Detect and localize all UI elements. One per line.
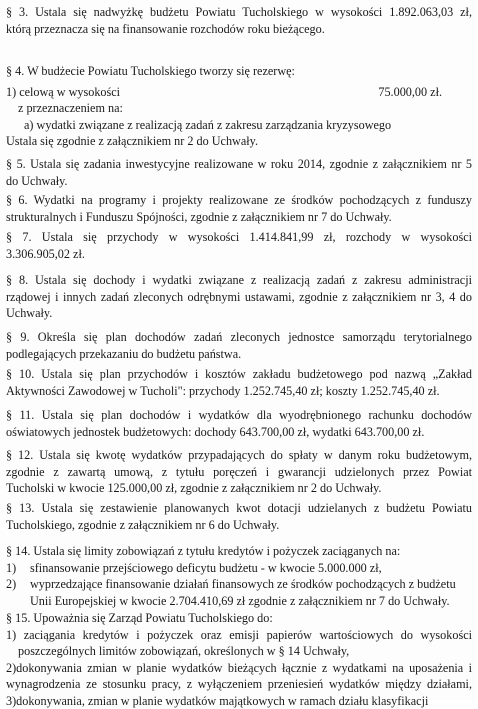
paragraph-13 [6, 500, 472, 533]
paragraph-line: § 9. Określa się plan dochodów zadań zleconych jednostce samorządu terytorialnego [6, 329, 472, 346]
paragraph-line: do Uchwały. [6, 173, 472, 190]
paragraph-line: 3.306.905,02 zł. [6, 246, 472, 263]
paragraph-line: poszczególnych limitów zobowiązań, określonych w § 14 Uchwały, [6, 643, 472, 660]
paragraph-11 [6, 407, 472, 440]
paragraph-line: Uchwały. [6, 305, 472, 322]
paragraph-10 [6, 366, 472, 399]
paragraph-12 [6, 447, 472, 497]
paragraph-14 [6, 543, 472, 609]
paragraph-line: § 3. Ustala się nadwyżkę budżetu Powiatu Tucholskiego w wysokości 1.892.063,03 zł, [6, 4, 472, 21]
limit-item-2 [6, 576, 472, 593]
paragraph-3 [6, 4, 472, 37]
paragraph-line: § 6. Wydatki na programy i projekty realizowane ze środków pochodzących z funduszy [6, 192, 472, 209]
paragraph-line: Tucholskiego, zgodnie z załącznikiem nr 6 do Uchwały. [6, 517, 472, 534]
paragraph-5 [6, 156, 472, 189]
paragraph-8 [6, 272, 472, 322]
paragraph-line: Tucholski w kwocie 125.000,00 zł, zgodnie z załącznikiem nr 2 do Uchwały. [6, 480, 472, 497]
paragraph-heading: § 14. Ustala się limity zobowiązań z tytułu kredytów i pożyczek zaciąganych na: [6, 543, 472, 560]
paragraph-4 [6, 63, 472, 150]
paragraph-line: rządowej i innych zadań zleconych odrębnymi ustawami, zgodnie z załącznikiem nr 3, 4 do [6, 289, 472, 306]
paragraph-line: Ustala się zgodnie z załącznikiem nr 2 do Uchwały. [6, 133, 472, 150]
paragraph-6 [6, 192, 472, 225]
paragraph-line: 3)dokonywania, zmian w planie wydatków majątkowych w ramach działu klasyfikacji [6, 693, 472, 709]
paragraph-line: § 7. Ustala się przychody w wysokości 1.414.841,99 zł, rozchody w wysokości [6, 229, 472, 246]
paragraph-line: § 10. Ustala się plan przychodów i kosztów zakładu budżetowego pod nazwą „Zakład [6, 366, 472, 383]
paragraph-line: strukturalnych i Funduszu Spójności, zgodnie z załącznikiem nr 7 do Uchwały. [6, 209, 472, 226]
paragraph-line: podlegających przekazaniu do budżetu państwa. [6, 346, 472, 363]
paragraph-heading: § 4. W budżecie Powiatu Tucholskiego tworzy się rezerwę: [6, 63, 472, 80]
paragraph-line: oświatowych jednostek budżetowych: dochody 643.700,00 zł, wydatki 643.700,00 zł. [6, 424, 472, 441]
paragraph-line: Unii Europejskiej w kwocie 2.704.410,69 zł zgodnie z załącznikiem nr 7 do Uchwały. [6, 593, 472, 610]
paragraph-15 [6, 610, 472, 709]
paragraph-line: wynagrodzenia ze stosunku pracy, z wyłączeniem przeniesień wydatków między działami, [6, 676, 472, 693]
reserve-item-a: a) wydatki związane z realizacją zadań z zakresu zarządzania kryzysowego [6, 117, 472, 134]
list-number: 2) [6, 576, 30, 593]
reserve-purpose: z przeznaczeniem na: [6, 100, 472, 117]
paragraph-9 [6, 329, 472, 362]
reserve-label: 1) celową w wysokości [6, 84, 120, 101]
paragraph-line: 2)dokonywania zmian w planie wydatków bieżących łącznie z wydatkami na uposażenia i [6, 660, 472, 677]
paragraph-heading: § 15. Upoważnia się Zarząd Powiatu Tucholskiego do: [6, 610, 472, 627]
paragraph-line: § 12. Ustala się kwotę wydatków przypadających do spłaty w danym roku budżetowym, [6, 447, 472, 464]
paragraph-line: § 11. Ustala się plan dochodów i wydatków dla wyodrębnionego rachunku dochodów [6, 407, 472, 424]
paragraph-line: Aktywności Zawodowej w Tucholi": przychody 1.252.745,40 zł; koszty 1.252.745,40 zł. [6, 383, 472, 400]
list-number: 1) [6, 560, 30, 577]
paragraph-line: § 8. Ustala się dochody i wydatki związane z realizacją zadań z zakresu administracji [6, 272, 472, 289]
paragraph-line: którą przeznacza się na finansowanie rozchodów roku bieżącego. [6, 21, 472, 38]
paragraph-7 [6, 229, 472, 262]
list-text: sfinansowanie przejściowego deficytu budżetu - w kwocie 5.000.000 zł, [30, 560, 382, 577]
paragraph-line: 1) zaciągania kredytów i pożyczek oraz emisji papierów wartościowych do wysokości [6, 627, 472, 644]
reserve-row [6, 84, 472, 101]
list-text: wyprzedzające finansowanie działań finansowych ze środków pochodzących z budżetu [30, 576, 456, 593]
paragraph-line: § 5. Ustala się zadania inwestycyjne realizowane w roku 2014, zgodnie z załącznikiem nr 5 [6, 156, 472, 173]
paragraph-line: zgodnie z zawartą umową, z tytułu poręczeń i gwarancji udzielonych przez Powiat [6, 464, 472, 481]
paragraph-line: § 13. Ustala się zestawienie planowanych kwot dotacji udzielanych z budżetu Powiatu [6, 500, 472, 517]
reserve-amount: 75.000,00 zł. [378, 84, 442, 101]
limit-item-1 [6, 560, 472, 577]
